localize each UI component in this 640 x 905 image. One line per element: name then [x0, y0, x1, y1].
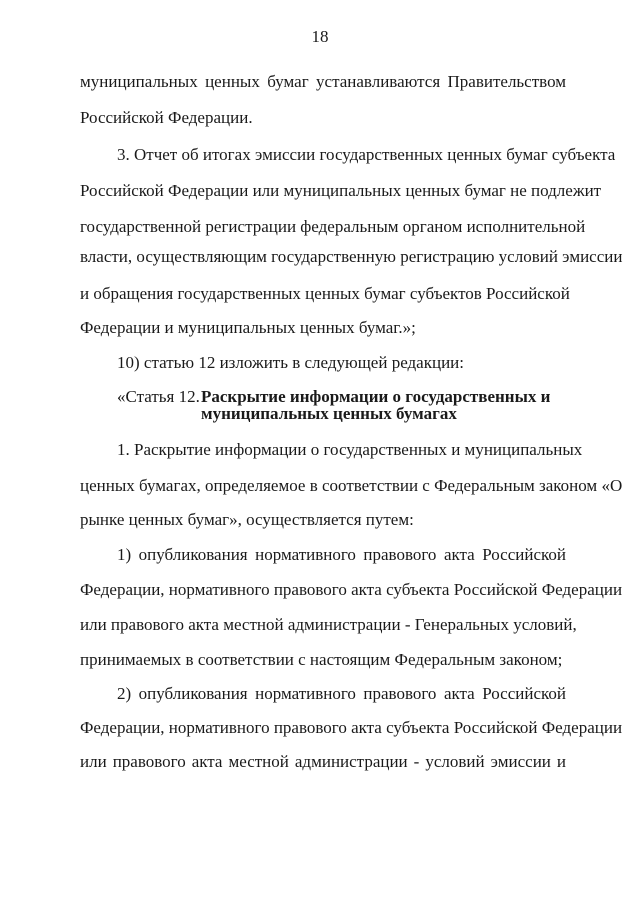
text-line: Федерации и муниципальных ценных бумаг.»;: [80, 318, 416, 337]
article-label: «Статья 12.: [117, 387, 200, 406]
article-title-line: Раскрытие информации о государственных и: [201, 387, 551, 406]
text-line: Российской Федерации.: [80, 108, 253, 127]
text-line: и обращения государственных ценных бумаг субъектов Российской: [80, 284, 570, 303]
page-number: 18: [311, 27, 329, 46]
text-line: ценных бумагах, определяемое в соответствии с Федеральным законом «О: [80, 476, 623, 495]
text-line: рынке ценных бумаг», осуществляется путем:: [80, 510, 414, 529]
paragraph-first-line: 1. Раскрытие информации о государственных и муниципальных: [117, 440, 583, 459]
text-line: власти, осуществляющим государственную регистрацию условий эмиссии: [80, 247, 623, 266]
text-line: Российской Федерации или муниципальных ценных бумаг не подлежит: [80, 181, 602, 200]
text-line: Федерации, нормативного правового акта субъекта Российской Федерации: [80, 580, 623, 599]
paragraph-first-line: 3. Отчет об итогах эмиссии государственных ценных бумаг субъекта: [117, 145, 616, 164]
text-line: принимаемых в соответствии с настоящим Федеральным законом;: [80, 650, 563, 669]
list-item-first-line: 2) опубликования нормативного правового акта Российской: [117, 684, 566, 703]
text-line: государственной регистрации федеральным органом исполнительной: [80, 217, 586, 236]
paragraph-first-line: 10) статью 12 изложить в следующей редакции:: [117, 353, 464, 372]
article-title-line: муниципальных ценных бумагах: [201, 404, 457, 423]
text-line: или правового акта местной администрации - Генеральных условий,: [80, 615, 577, 634]
text-line: Федерации, нормативного правового акта субъекта Российской Федерации: [80, 718, 623, 737]
text-line: или правового акта местной администрации - условий эмиссии и: [80, 752, 566, 771]
text-line: муниципальных ценных бумаг устанавливаются Правительством: [80, 72, 566, 91]
list-item-first-line: 1) опубликования нормативного правового акта Российской: [117, 545, 566, 564]
